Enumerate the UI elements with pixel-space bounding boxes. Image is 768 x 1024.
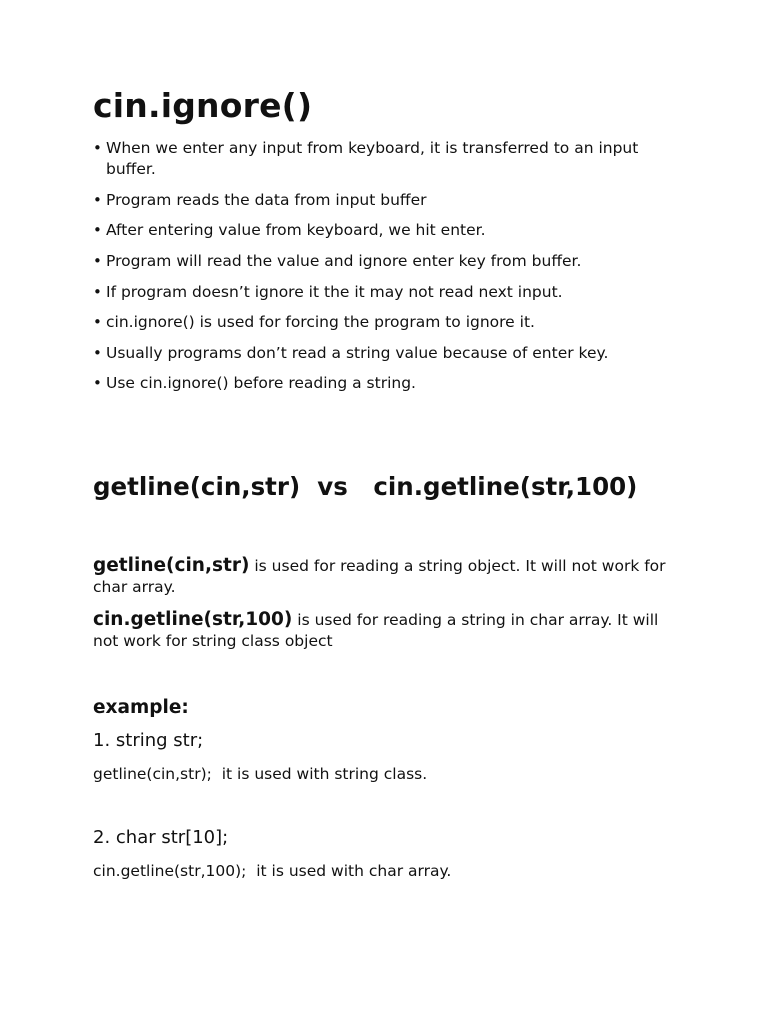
bullet-text: When we enter any input from keyboard, it is transferred to an input buffer. (106, 139, 639, 178)
getline-description-text: is used for reading a string object. It will not work for char array. (93, 557, 666, 596)
bullet-text: Program will read the value and ignore enter key from buffer. (106, 252, 582, 270)
bullet-dot-icon: • (93, 191, 102, 209)
cin-getline-term: cin.getline(str,100) (93, 609, 293, 630)
bullet-item (93, 190, 683, 211)
cin-getline-description-text: is used for reading a string in char array. It will not work for string class object (93, 611, 659, 650)
bullet-text: Program reads the data from input buffer (106, 191, 427, 209)
bullet-dot-icon: • (93, 283, 102, 301)
example-2-title: 2. char str[10]; (93, 827, 229, 848)
example-1-title: 1. string str; (93, 730, 204, 751)
bullet-item (93, 251, 683, 272)
example-2-code: cin.getline(str,100); it is used with char array. (93, 862, 452, 880)
bullet-text: After entering value from keyboard, we hit enter. (106, 221, 486, 239)
bullet-text: If program doesn’t ignore it the it may not read next input. (106, 283, 563, 301)
bullet-item (93, 343, 683, 364)
bullet-dot-icon: • (93, 252, 102, 270)
bullet-text: Use cin.ignore() before reading a string. (106, 374, 416, 392)
bullet-text: cin.ignore() is used for forcing the program to ignore it. (106, 313, 535, 331)
getline-description (93, 555, 673, 598)
getline-term: getline(cin,str) (93, 555, 250, 576)
bullet-dot-icon: • (93, 313, 102, 331)
bullet-item (93, 138, 683, 180)
section-title-getline-comparison: getline(cin,str) vs cin.getline(str,100) (93, 472, 638, 501)
bullet-dot-icon: • (93, 139, 102, 157)
bullet-item (93, 220, 683, 241)
example-1-code: getline(cin,str); it is used with string class. (93, 765, 428, 783)
bullet-dot-icon: • (93, 344, 102, 362)
bullet-item (93, 373, 683, 394)
bullet-text: Usually programs don’t read a string value because of enter key. (106, 344, 609, 362)
bullet-item (93, 312, 683, 333)
example-heading: example: (93, 697, 189, 718)
cin-getline-description (93, 609, 673, 652)
bullet-dot-icon: • (93, 221, 102, 239)
section-title-cin-ignore: cin.ignore() (93, 86, 313, 125)
bullet-dot-icon: • (93, 374, 102, 392)
bullet-item (93, 282, 683, 303)
